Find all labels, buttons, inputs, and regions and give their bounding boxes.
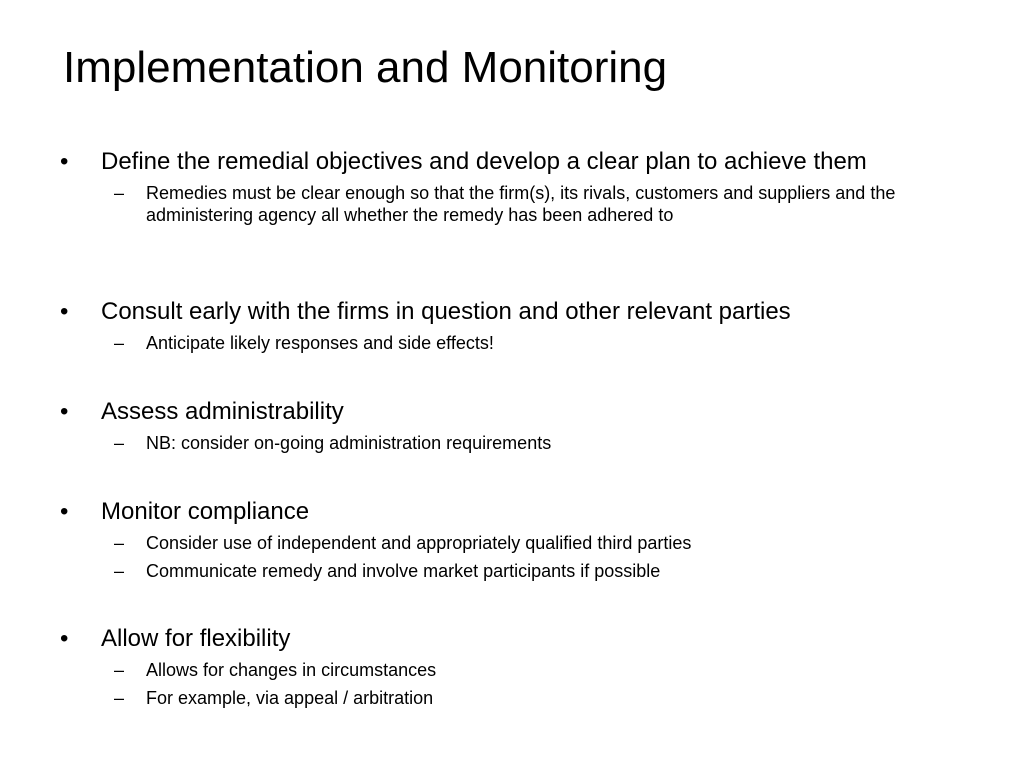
bullet-item: [0, 398, 1024, 454]
bullet-label: Allow for flexibility: [101, 625, 291, 652]
sub-bullet-marker: –: [114, 688, 125, 708]
bullet-marker: •: [60, 498, 69, 525]
bullet-text: [0, 298, 921, 326]
sub-bullet-text: [0, 560, 966, 582]
sub-bullet-text: [0, 332, 966, 354]
sub-bullet-marker: –: [114, 660, 125, 680]
sub-bullet-marker: –: [114, 561, 125, 581]
sub-bullet-marker: –: [114, 183, 125, 203]
sub-bullet-text: [0, 432, 966, 454]
bullet-text: [0, 625, 921, 653]
bullet-label: Monitor compliance: [101, 498, 310, 525]
sub-bullet-label: Allows for changes in circumstances: [146, 660, 437, 680]
sub-bullet-marker: –: [114, 533, 125, 553]
sub-bullet-text: [0, 659, 966, 681]
bullet-text: [0, 498, 921, 526]
sub-bullet-label: For example, via appeal / arbitration: [146, 688, 434, 708]
bullet-item: [0, 148, 1024, 226]
sub-bullet-label: Consider use of independent and appropriately qualified third parties: [146, 533, 692, 553]
bullet-label: Define the remedial objectives and develop a clear plan to achieve them: [101, 148, 867, 175]
sub-bullet-text: [0, 532, 966, 554]
bullet-label: Assess administrability: [101, 398, 344, 425]
bullet-item: [0, 298, 1024, 354]
sub-bullet-label: NB: consider on-going administration requirements: [146, 433, 552, 453]
bullet-label: Consult early with the firms in question and other relevant parties: [101, 298, 791, 325]
bullet-marker: •: [60, 148, 69, 175]
bullet-text: [0, 148, 921, 176]
sub-bullet-label: Remedies must be clear enough so that the firm(s), its rivals, customers and suppliers and the administering agency all whether the remedy has been adhered to: [146, 183, 896, 225]
bullet-item: [0, 625, 1024, 709]
sub-bullet-text: [0, 182, 966, 226]
sub-bullet-text: [0, 687, 966, 709]
bullet-marker: •: [60, 398, 69, 425]
bullet-item: [0, 498, 1024, 582]
sub-bullet-marker: –: [114, 333, 125, 353]
bullet-marker: •: [60, 298, 69, 325]
bullet-text: [0, 398, 921, 426]
bullet-marker: •: [60, 625, 69, 652]
sub-bullet-label: Anticipate likely responses and side effects!: [146, 333, 494, 353]
slide-title: Implementation and Monitoring: [63, 43, 668, 92]
sub-bullet-marker: –: [114, 433, 125, 453]
sub-bullet-label: Communicate remedy and involve market participants if possible: [146, 561, 661, 581]
